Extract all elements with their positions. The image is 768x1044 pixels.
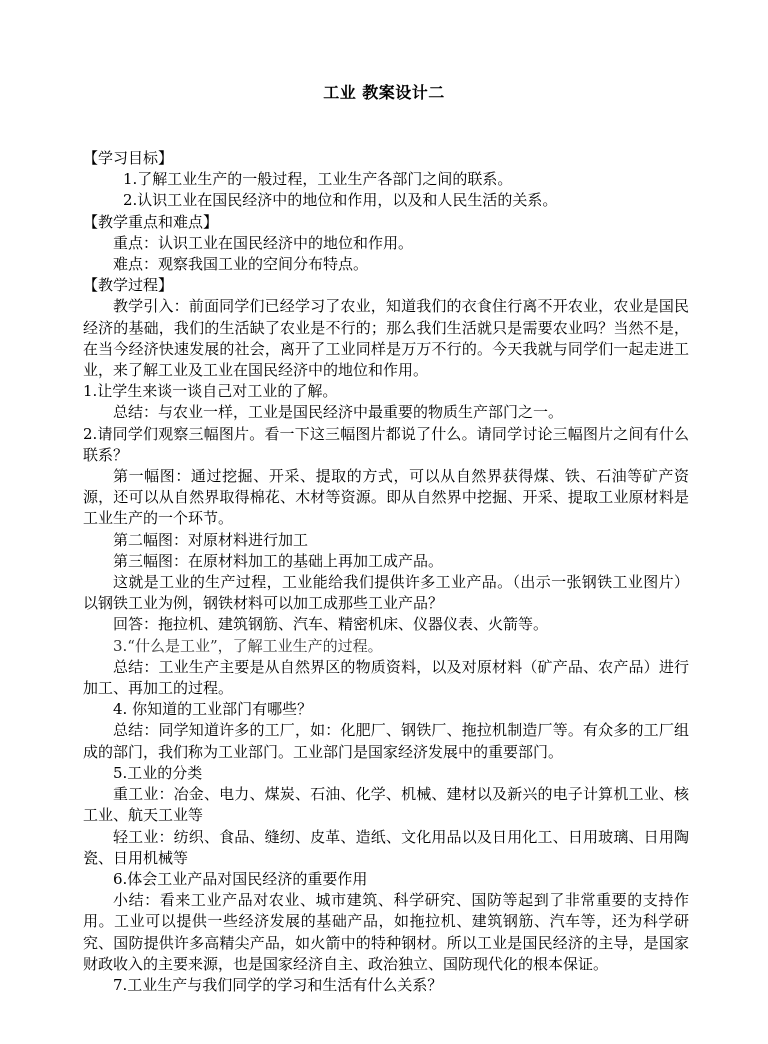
process-heading: 【教学过程】 (83, 276, 174, 295)
process-paragraph: 这就是工业的生产过程，工业能给我们提供许多工业产品。（出示一张钢铁工业图片）以钢铁工业为例，钢铁材料可以加工成那些工业产品？ (83, 573, 689, 613)
heavy-industry: 重工业：冶金、电力、煤炭、石油、化学、机械、建材以及新兴的电子计算机工业、核工业、航天工业等 (83, 785, 689, 825)
intro-paragraph: 教学引入：前面同学们已经学习了农业，知道我们的衣食住行离不开农业，农业是国民经济的基础，我们的生活缺了农业是不行的；那么我们生活就只是需要农业吗？当然不是，在当今经济快速发展的社会，离开了工业同样是万万不行的。今天我就与同学们一起走进工业，来了解工业及工业在国民经济中的地位和作用。 (83, 297, 689, 380)
objectives-heading: 【学习目标】 (83, 149, 174, 167)
document-title: 工业 教案设计二 (323, 83, 445, 102)
light-industry: 轻工业：纺织、食品、缝纫、皮革、造纸、文化用品以及日用化工、日用玻璃、日用陶瓷、日用机械等 (83, 827, 689, 867)
question-7: 7.工业生产与我们同学的学习和生活有什么关系？ (113, 975, 443, 994)
summary-3: 总结：工业生产主要是从自然界区的物质资料，以及对原材料（矿产品、农产品）进行加工、再加工的过程。 (83, 657, 689, 698)
question-4: 4. 你知道的工业部门有哪些？ (113, 700, 313, 719)
summary-4: 总结：同学知道许多的工厂，如：化肥厂、钢铁厂、拖拉机制造厂等。有众多的工厂组成的部门，我们称为工业部门。工业部门是国家经济发展中的重要部门。 (83, 721, 689, 761)
key-point: 重点：认识工业在国民经济中的地位和作用。 (113, 233, 414, 252)
summary-1: 总结：与农业一样，工业是国民经济中最重要的物质生产部门之一。 (113, 403, 564, 422)
objective-2: 2.认识工业在国民经济中的地位和作用，以及和人民生活的关系。 (123, 191, 558, 210)
key-points-heading: 【教学重点和难点】 (83, 212, 219, 231)
objective-1: 1.了解工业生产的一般过程，工业生产各部门之间的联系。 (123, 170, 513, 189)
summary-6: 小结：看来工业产品对农业、城市建筑、科学研究、国防等起到了非常重要的支持作用。工业可以提供一些经济发展的基础产品，如拖拉机、建筑钢筋、汽车等，还为科学研究、国防提供许多高精尖产品，如火箭中的特种钢材。所以工业是国民经济的主导，是国家财政收入的主要来源，也是国家经济自主、政治独立、国防现代化的根本保证。 (83, 891, 689, 973)
answer-paragraph: 回答：拖拉机、建筑钢筋、汽车、精密机床、仪器仪表、火箭等。 (113, 615, 549, 634)
question-3: 3.“什么是工业”，了解工业生产的过程。 (113, 636, 383, 655)
document-body (83, 148, 689, 996)
question-6: 6.体会工业产品对国民经济的重要作用 (113, 869, 368, 888)
picture-2-description: 第二幅图：对原材料进行加工 (113, 530, 309, 549)
picture-3-description: 第三幅图：在原材料加工的基础上再加工成产品。 (113, 551, 444, 570)
question-2: 2.请同学们观察三幅图片。看一下这三幅图片都说了什么。请同学讨论三幅图片之间有什么联系？ (83, 424, 689, 464)
question-5: 5.工业的分类 (113, 763, 203, 782)
question-1: 1.让学生来谈一谈自己对工业的了解。 (83, 382, 338, 401)
picture-1-description: 第一幅图：通过挖掘、开采、提取的方式，可以从自然界获得煤、铁、石油等矿产资源，还可以从自然界取得棉花、木材等资源。即从自然界中挖掘、开采、提取工业原材料是工业生产的一个环节。 (83, 467, 689, 528)
difficulty: 难点：观察我国工业的空间分布特点。 (113, 255, 369, 274)
